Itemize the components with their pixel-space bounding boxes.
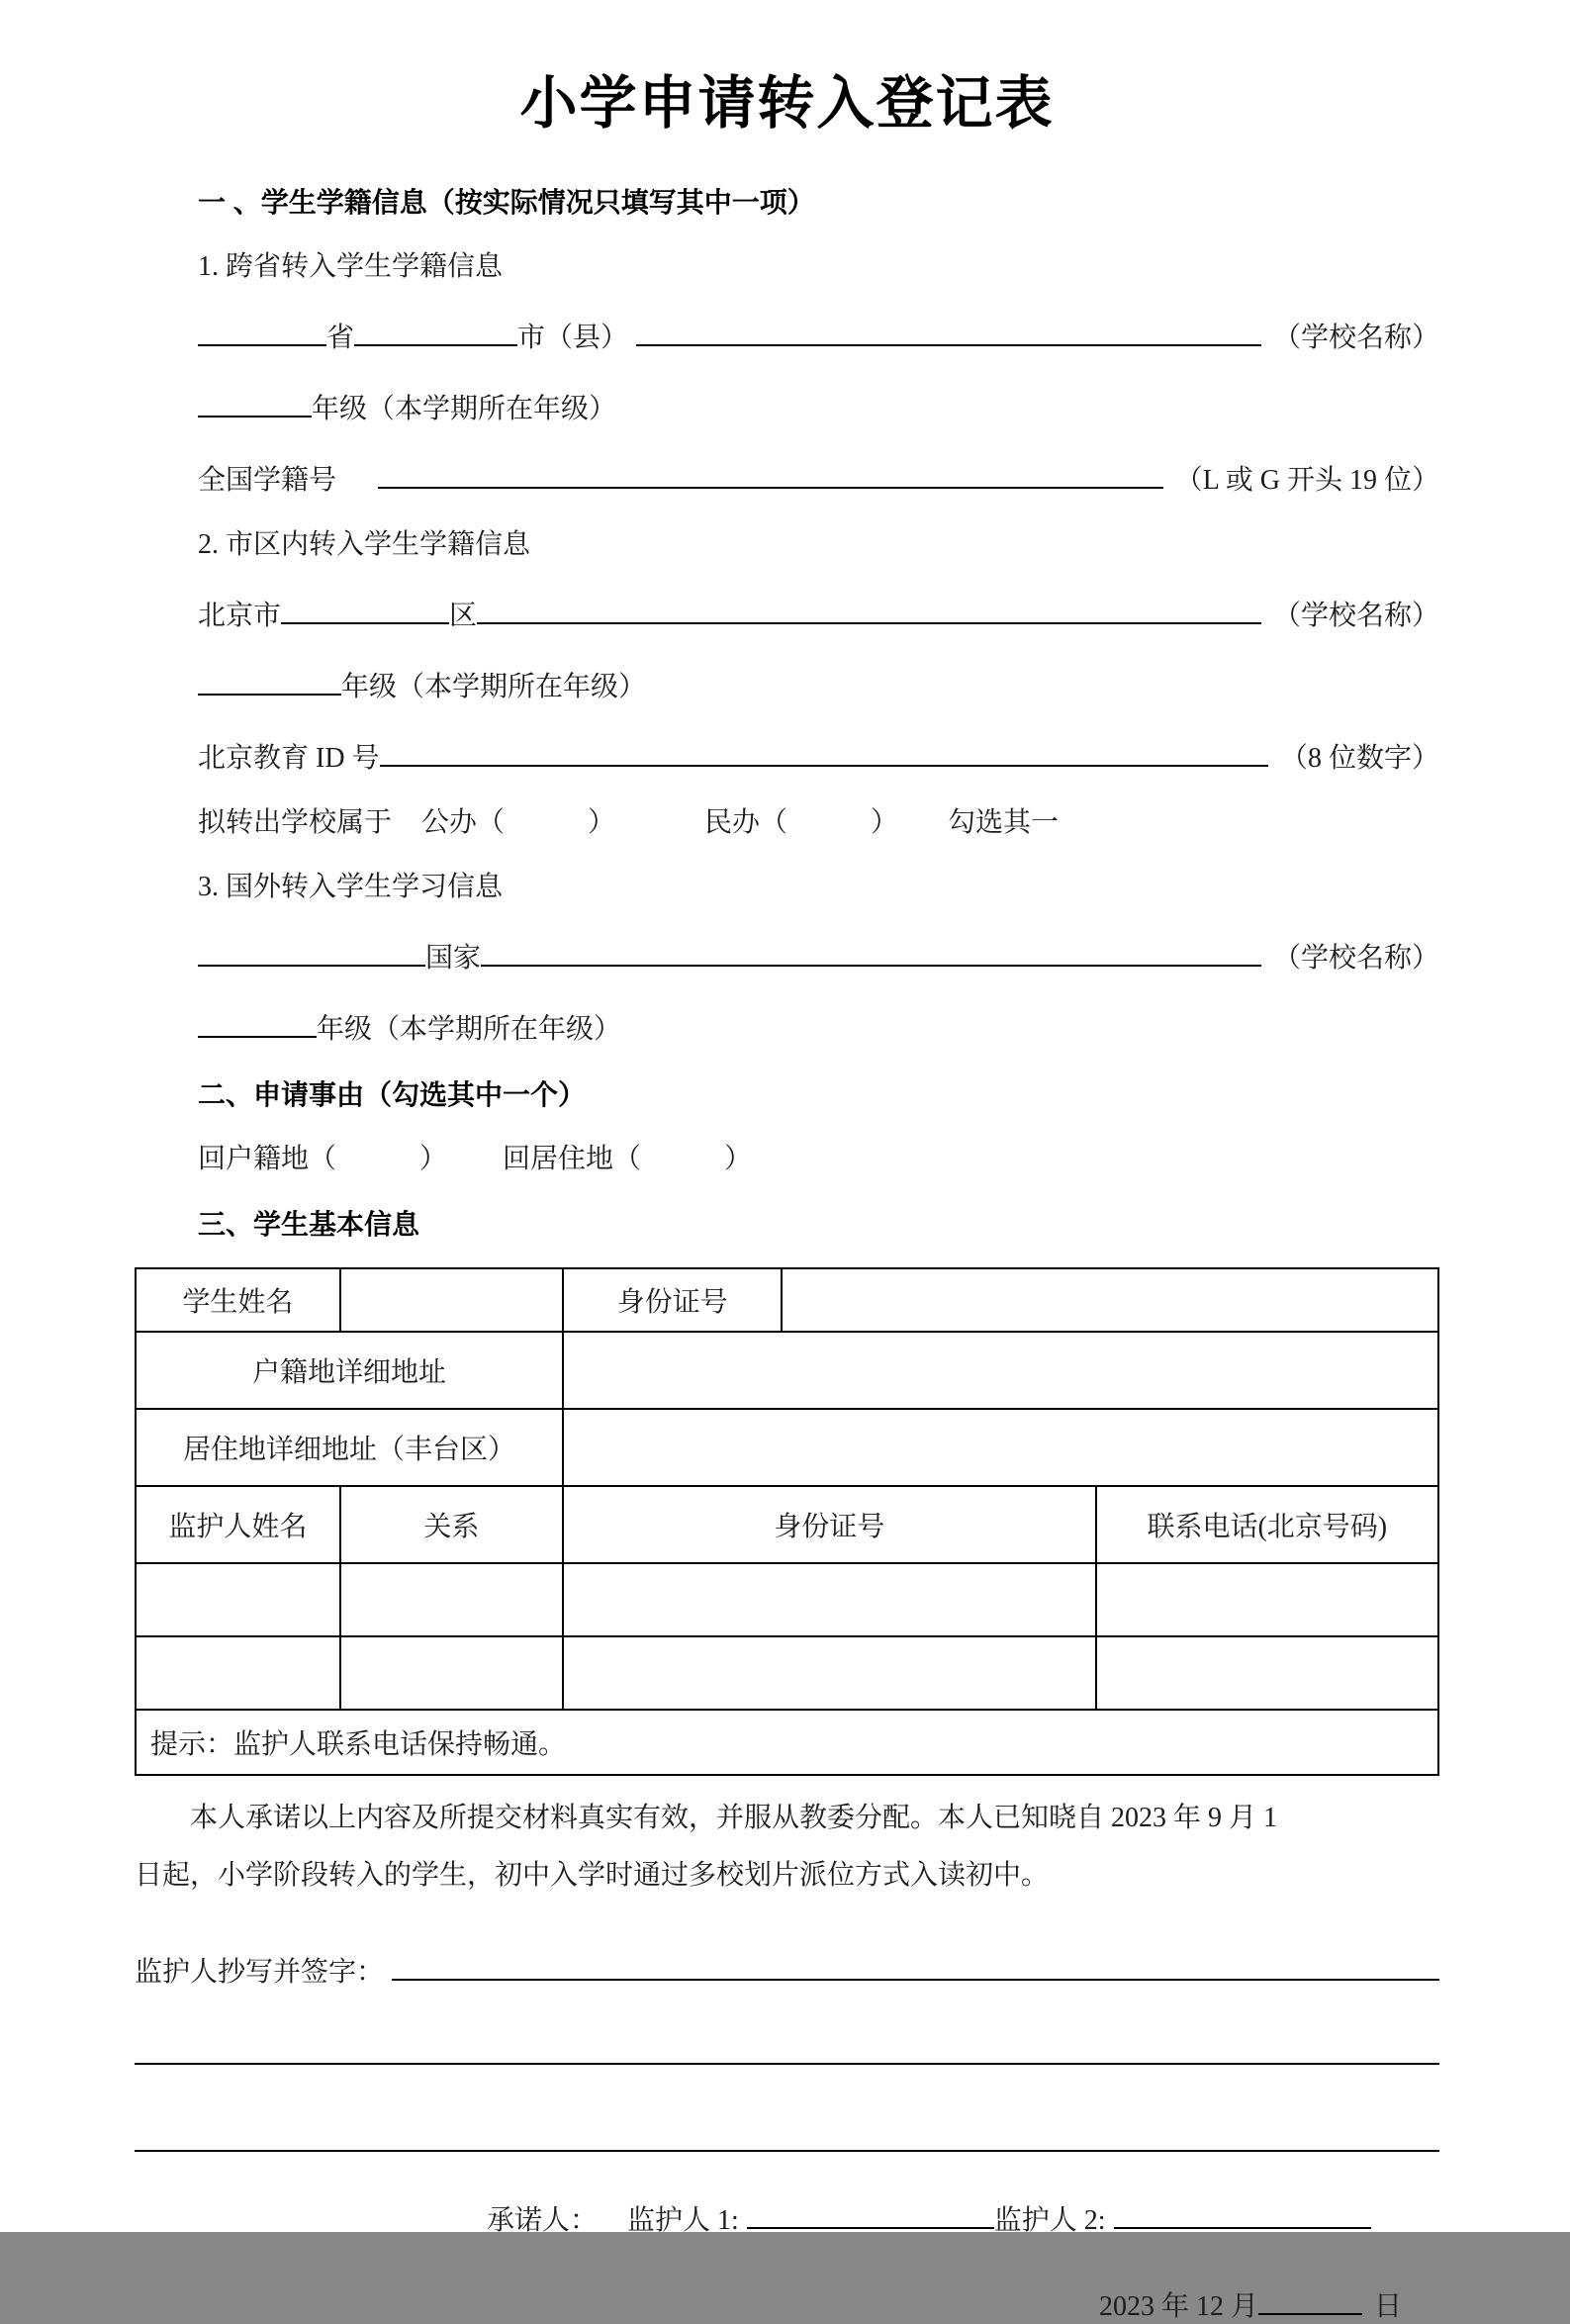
school-name-hint-2: （学校名称） [1272, 600, 1439, 631]
guardian1-signature-blank[interactable] [747, 2197, 994, 2229]
national-id-hint: （L 或 G 开头 19 位） [1174, 464, 1439, 496]
section2-heading: 二、申请事由（勾选其中一个） [198, 1078, 587, 1110]
grade-hint-3: 年级（本学期所在年级） [317, 1013, 622, 1045]
guardian2-sign-label: 监护人 2: [993, 2205, 1106, 2237]
district-school-line [198, 593, 1439, 633]
guardian2-phone-cell[interactable] [1096, 1636, 1438, 1710]
country-blank[interactable] [198, 935, 425, 967]
declaration-line-1: 本人承诺以上内容及所提交材料真实有效，并服从教委分配。本人已知晓自 2023 年 9 月 1 [190, 1802, 1278, 1833]
student-info-table [135, 1267, 1439, 1776]
guardian-copy-sign-label: 监护人抄写并签字： [135, 1957, 385, 1989]
guardian-name-label: 监护人姓名 [136, 1486, 340, 1563]
guardian1-relation-cell[interactable] [340, 1563, 563, 1636]
school-name-blank-3[interactable] [481, 935, 1261, 967]
item1-title: 1. 跨省转入学生学籍信息 [198, 250, 504, 282]
school-name-hint-3: （学校名称） [1272, 942, 1439, 974]
transfer-out-label: 拟转出学校属于 [198, 806, 393, 838]
province-label: 省 [326, 322, 355, 353]
declaration-line-2: 日起，小学阶段转入的学生，初中入学时通过多校划片派位方式入读初中。 [135, 1860, 1050, 1892]
date-day-blank[interactable] [1258, 2283, 1362, 2315]
school-name-blank-1[interactable] [636, 315, 1261, 346]
guardian2-name-cell[interactable] [136, 1636, 340, 1710]
student-name-input-cell[interactable] [340, 1268, 563, 1332]
student-id-label: 身份证号 [563, 1268, 782, 1332]
beijing-city-label: 北京市 [198, 600, 282, 631]
table-row-guardian-2 [136, 1636, 1438, 1710]
grade-line-3 [198, 1006, 1439, 1047]
guardian1-id-cell[interactable] [563, 1563, 1096, 1636]
district-label: 区 [449, 600, 478, 631]
beijing-edu-id-line [198, 735, 1439, 776]
item3-title: 3. 国外转入学生学习信息 [198, 871, 504, 902]
registered-address-input-cell[interactable] [563, 1332, 1438, 1409]
guardian1-phone-cell[interactable] [1096, 1563, 1438, 1636]
national-id-line [198, 457, 1439, 498]
school-type-line [198, 806, 1439, 840]
student-name-label: 学生姓名 [136, 1268, 340, 1332]
country-label: 国家 [425, 942, 482, 974]
guardian-id-label: 身份证号 [563, 1486, 1096, 1563]
residence-address-input-cell[interactable] [563, 1409, 1438, 1486]
grade-blank-3[interactable] [198, 1006, 317, 1038]
day-suffix-label: 日 [1373, 2291, 1402, 2323]
school-name-blank-2[interactable] [477, 593, 1261, 624]
city-county-label: 市（县） [517, 322, 629, 353]
grade-blank-1[interactable] [198, 386, 312, 418]
student-id-input-cell[interactable] [782, 1268, 1438, 1332]
residence-address-label: 居住地详细地址（丰台区） [136, 1409, 563, 1486]
section2-body [198, 1143, 1439, 1176]
date-prefix-label: 2023 年 12 月 [1098, 2291, 1258, 2323]
table-row-residence-address [136, 1409, 1438, 1486]
table-row-guardian-1 [136, 1563, 1438, 1636]
phone-label: 联系电话(北京号码) [1096, 1486, 1438, 1563]
signature-blank[interactable] [392, 1949, 1439, 1981]
section1-heading: 一 、学生学籍信息（按实际情况只填写其中一项） [198, 186, 815, 218]
grade-hint-2: 年级（本学期所在年级） [341, 671, 647, 702]
country-school-line [198, 935, 1439, 976]
relation-label: 关系 [340, 1486, 563, 1563]
hukou-option-checkbox[interactable]: 回户籍地（ ） [198, 1143, 448, 1174]
guardian2-signature-blank[interactable] [1114, 2197, 1371, 2229]
guardian2-relation-cell[interactable] [340, 1636, 563, 1710]
grade-line-2 [198, 664, 1439, 704]
table-row-registered-address [136, 1332, 1438, 1409]
tick-one-hint: 勾选其一 [948, 806, 1060, 838]
private-school-checkbox[interactable]: 民办（ ） [704, 806, 899, 838]
guardian2-id-cell[interactable] [563, 1636, 1096, 1710]
promiser-label: 承诺人： [487, 2205, 599, 2237]
guardian1-sign-label: 监护人 1: [627, 2205, 739, 2237]
province-city-school-line [198, 315, 1439, 355]
writing-line-2[interactable] [135, 2150, 1439, 2152]
table-row-student [136, 1268, 1438, 1332]
reason-options-line [198, 1143, 1439, 1176]
item2-title: 2. 市区内转入学生学籍信息 [198, 528, 531, 560]
table-row-guardian-header [136, 1486, 1438, 1563]
beijing-edu-id-label: 北京教育 ID 号 [198, 742, 380, 774]
guardian1-name-cell[interactable] [136, 1563, 340, 1636]
page-title: 小学申请转入登记表 [519, 71, 1055, 136]
date-row [135, 2283, 1402, 2324]
district-blank[interactable] [281, 593, 449, 624]
section1-body [198, 250, 1439, 1047]
national-student-id-blank[interactable] [378, 457, 1163, 489]
beijing-edu-id-hint: （8 位数字） [1279, 742, 1439, 774]
guardian-copy-sign-row [135, 1949, 1439, 1990]
city-county-blank[interactable] [354, 315, 517, 346]
declaration-paragraph [135, 1790, 1439, 1906]
grade-hint-1: 年级（本学期所在年级） [312, 393, 617, 424]
registered-address-label: 户籍地详细地址 [136, 1332, 563, 1409]
school-name-hint-1: （学校名称） [1272, 322, 1439, 353]
grade-line-1 [198, 386, 1439, 426]
phone-tip-text: 提示：监护人联系电话保持畅通。 [136, 1710, 1438, 1775]
section3-heading: 三、学生基本信息 [198, 1208, 420, 1240]
province-blank[interactable] [198, 315, 326, 346]
national-id-label: 全国学籍号 [198, 464, 337, 496]
grade-blank-2[interactable] [198, 664, 341, 696]
table-row-tip [136, 1710, 1438, 1775]
residence-option-checkbox[interactable]: 回居住地（ ） [503, 1143, 753, 1174]
public-school-checkbox[interactable]: 公办（ ） [421, 806, 616, 838]
promiser-row [135, 2197, 1439, 2238]
beijing-edu-id-blank[interactable] [380, 735, 1268, 767]
writing-line-1[interactable] [135, 2063, 1439, 2065]
